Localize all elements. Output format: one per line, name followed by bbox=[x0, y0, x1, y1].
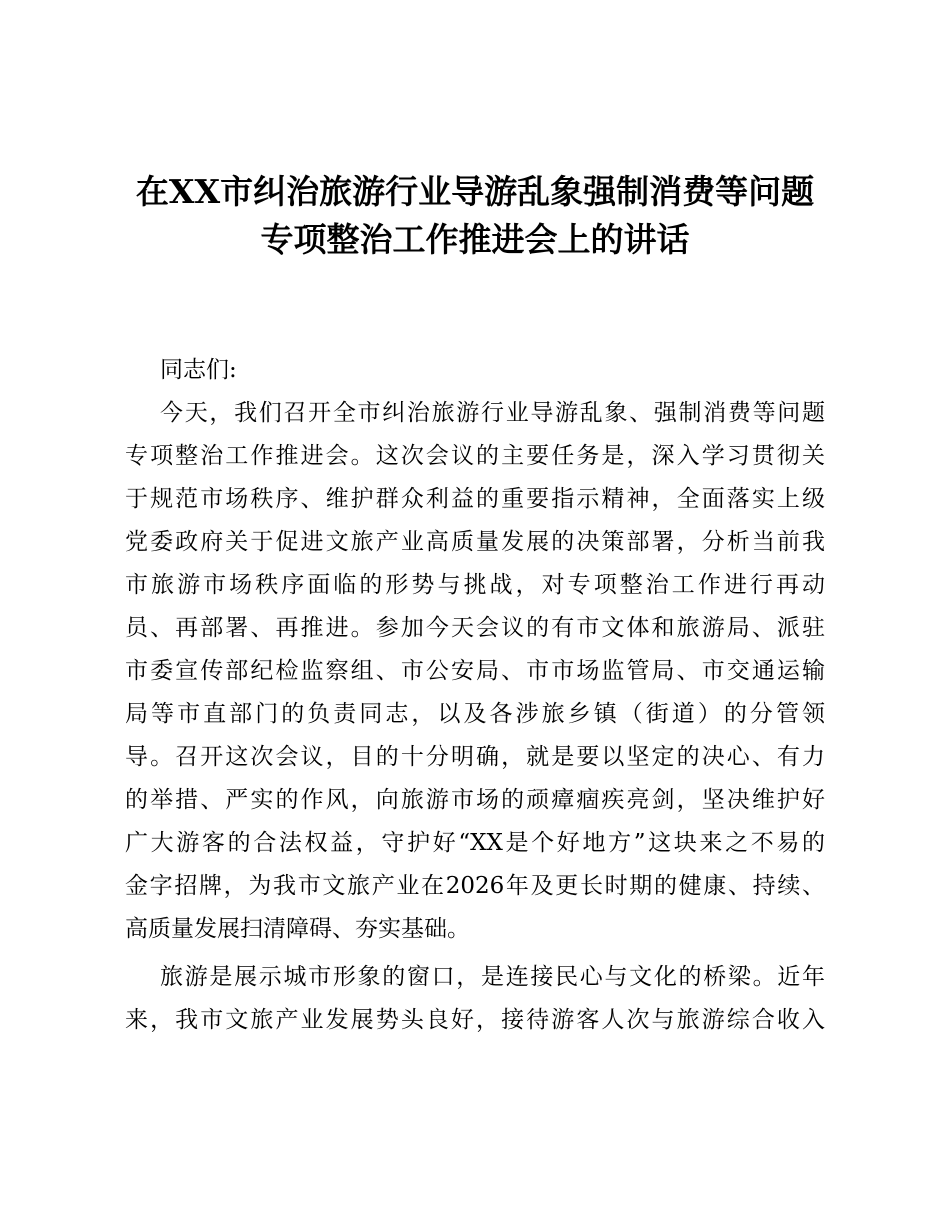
paragraph-1-line: 专项整治工作推进会。这次会议的主要任务是，深入学习贯彻关 bbox=[125, 443, 825, 469]
salutation: 同志们: bbox=[160, 357, 237, 383]
paragraph-1-line: 于规范市场秩序、维护群众利益的重要指示精神，全面落实上级 bbox=[125, 486, 825, 512]
paragraph-1-line: 市旅游市场秩序面临的形势与挑战，对专项整治工作进行再动 bbox=[125, 572, 825, 598]
paragraph-1-line: 党委政府关于促进文旅产业高质量发展的决策部署，分析当前我 bbox=[125, 529, 825, 555]
document-title-line-1: 在XX市纠治旅游行业导游乱象强制消费等问题 bbox=[135, 172, 815, 211]
paragraph-1-line: 高质量发展扫清障碍、夯实基础。 bbox=[125, 916, 470, 942]
paragraph-2-line: 旅游是展示城市形象的窗口，是连接民心与文化的桥梁。近年 bbox=[160, 964, 825, 990]
paragraph-1-line: 金字招牌，为我市文旅产业在2026年及更长时期的健康、持续、 bbox=[125, 873, 825, 899]
paragraph-2-line: 来，我市文旅产业发展势头良好，接待游客人次与旅游综合收入 bbox=[125, 1007, 825, 1033]
paragraph-1-line: 市委宣传部纪检监察组、市公安局、市市场监管局、市交通运输 bbox=[125, 658, 825, 684]
paragraph-1-line: 导。召开这次会议，目的十分明确，就是要以坚定的决心、有力 bbox=[125, 744, 825, 770]
paragraph-1-line: 的举措、严实的作风，向旅游市场的顽瘴痼疾亮剑，坚决维护好 bbox=[125, 787, 825, 813]
paragraph-1-line: 今天，我们召开全市纠治旅游行业导游乱象、强制消费等问题 bbox=[160, 400, 825, 426]
paragraph-1-line: 广大游客的合法权益，守护好“XX是个好地方”这块来之不易的 bbox=[125, 830, 825, 856]
paragraph-1-line: 局等市直部门的负责同志，以及各涉旅乡镇（街道）的分管领 bbox=[125, 701, 825, 727]
paragraph-1-line: 员、再部署、再推进。参加今天会议的有市文体和旅游局、派驻 bbox=[125, 615, 825, 641]
document-title-line-2: 专项整治工作推进会上的讲话 bbox=[260, 220, 690, 259]
